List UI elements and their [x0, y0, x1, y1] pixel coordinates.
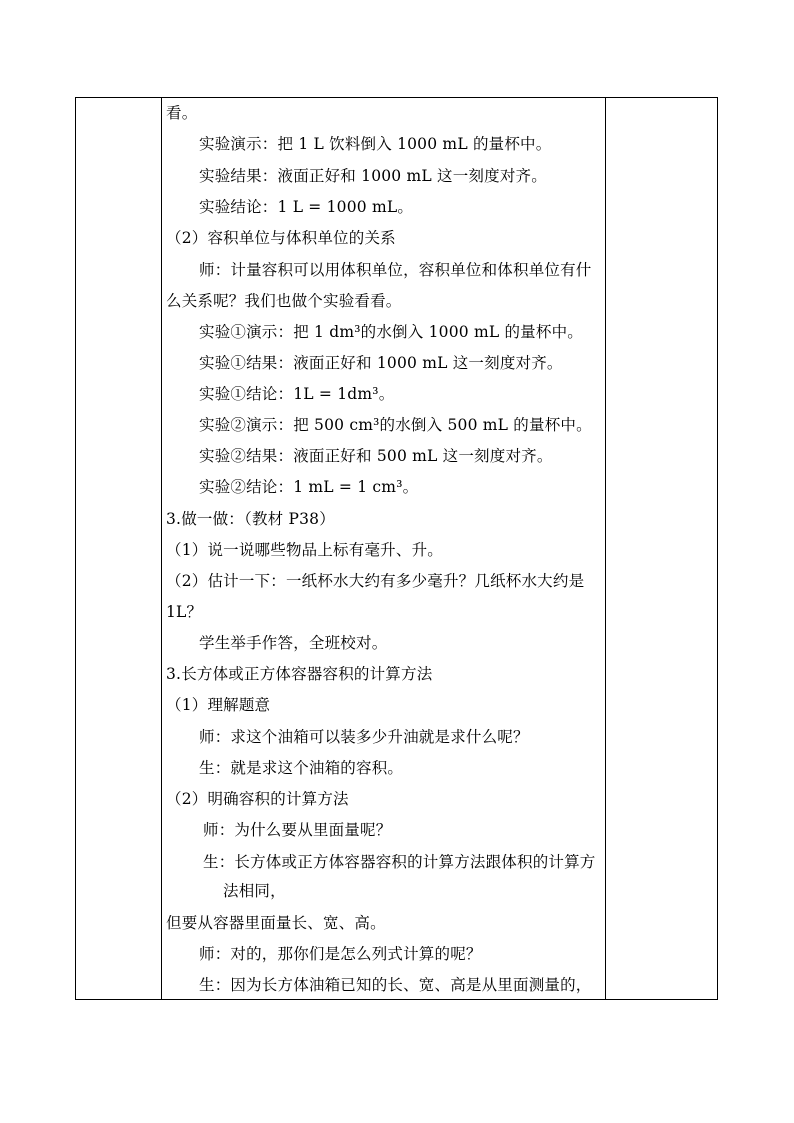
- text-line: （2）明确容积的计算方法: [166, 790, 349, 808]
- text-line: （1）说一说哪些物品上标有毫升、升。: [166, 541, 443, 559]
- text-line: 实验①演示：把 1 dm³的水倒入 1000 mL 的量杯中。: [199, 323, 583, 341]
- text-line: 生：长方体或正方体容器容积的计算方法跟体积的计算方: [203, 853, 596, 871]
- text-line: （2）估计一下：一纸杯水大约有多少毫升？几纸杯水大约是: [166, 572, 585, 590]
- text-line: 师：求这个油箱可以装多少升油就是求什么呢？: [199, 728, 529, 746]
- text-line: 么关系呢？我们也做个实验看看。: [166, 292, 402, 310]
- section-heading: （2）容积单位与体积单位的关系: [166, 229, 396, 247]
- text-line: 看。: [166, 104, 198, 122]
- text-line: 实验结果：液面正好和 1000 mL 这一刻度对齐。: [199, 167, 547, 185]
- text-line: 实验②演示：把 500 cm³的水倒入 500 mL 的量杯中。: [199, 416, 592, 434]
- section-heading: 3.长方体或正方体容器容积的计算方法: [166, 665, 433, 683]
- left-column-divider: [161, 98, 162, 999]
- section-heading: 3.做一做：（教材 P38）: [166, 510, 335, 528]
- text-line: 但要从容器里面量长、宽、高。: [166, 914, 386, 932]
- text-line: 实验②结论：1 mL = 1 cm³。: [199, 478, 419, 496]
- text-line: 实验结论：1 L = 1000 mL。: [199, 198, 414, 216]
- text-line: 法相同，: [223, 882, 286, 900]
- text-line: 1L？: [166, 603, 203, 621]
- text-line: 师：计量容积可以用体积单位，容积单位和体积单位有什: [199, 261, 592, 279]
- text-line: 实验②结果：液面正好和 500 mL 这一刻度对齐。: [199, 447, 553, 465]
- text-line: 师：为什么要从里面量呢？: [203, 821, 392, 839]
- right-column-divider: [605, 98, 606, 999]
- text-line: 生：因为长方体油箱已知的长、宽、高是从里面测量的，: [199, 976, 592, 994]
- text-line: 学生举手作答，全班校对。: [199, 634, 388, 652]
- text-line: 实验演示：把 1 L 饮料倒入 1000 mL 的量杯中。: [199, 135, 552, 153]
- text-line: 师：对的，那你们是怎么列式计算的呢？: [199, 945, 482, 963]
- text-line: （1）理解题意: [166, 696, 271, 714]
- text-line: 实验①结论：1L = 1dm³。: [199, 385, 395, 403]
- text-line: 生：就是求这个油箱的容积。: [199, 759, 404, 777]
- text-line: 实验①结果：液面正好和 1000 mL 这一刻度对齐。: [199, 354, 563, 372]
